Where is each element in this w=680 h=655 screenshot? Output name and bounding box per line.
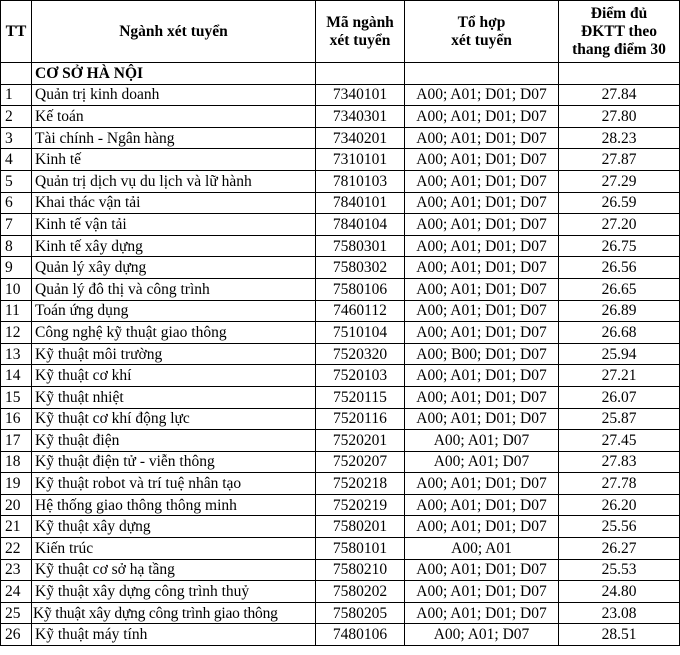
admission-score: 27.83 xyxy=(559,451,680,473)
table-row xyxy=(1,451,680,473)
admission-score: 27.78 xyxy=(559,473,680,495)
major-name: Kỹ thuật xây dựng xyxy=(32,516,316,538)
table-row xyxy=(1,300,680,322)
row-number: 23 xyxy=(1,559,32,581)
major-name: Kỹ thuật xây dựng công trình thuỷ xyxy=(32,581,316,603)
admission-score: 26.68 xyxy=(559,322,680,344)
row-number: 14 xyxy=(1,365,32,387)
admission-score: 28.51 xyxy=(559,624,680,646)
section-empty-cell xyxy=(405,63,559,85)
subject-combination: A00; A01; D01; D07 xyxy=(405,602,559,624)
major-code: 7840104 xyxy=(316,214,405,236)
admission-score: 26.89 xyxy=(559,300,680,322)
admission-score: 26.07 xyxy=(559,386,680,408)
major-code: 7580210 xyxy=(316,559,405,581)
major-code: 7580301 xyxy=(316,235,405,257)
row-number: 21 xyxy=(1,516,32,538)
header-code: Mã ngành xét tuyển xyxy=(316,1,405,63)
row-number: 5 xyxy=(1,170,32,192)
row-number: 1 xyxy=(1,84,32,106)
major-name: Kinh tế xây dựng xyxy=(32,235,316,257)
major-name: Kỹ thuật robot và trí tuệ nhân tạo xyxy=(32,473,316,495)
major-name: Kỹ thuật môi trường xyxy=(32,343,316,365)
subject-combination: A00; A01; D01; D07 xyxy=(405,300,559,322)
table-row xyxy=(1,84,680,106)
subject-combination: A00; A01; D01; D07 xyxy=(405,278,559,300)
major-name: Kỹ thuật nhiệt xyxy=(32,386,316,408)
major-code: 7480106 xyxy=(316,624,405,646)
section-title: CƠ SỞ HÀ NỘI xyxy=(32,63,316,85)
row-number: 24 xyxy=(1,581,32,603)
admission-score: 28.23 xyxy=(559,127,680,149)
subject-combination: A00; A01; D01; D07 xyxy=(405,149,559,171)
table-row xyxy=(1,192,680,214)
subject-combination: A00; A01; D07 xyxy=(405,624,559,646)
major-code: 7520219 xyxy=(316,494,405,516)
subject-combination: A00; A01; D01; D07 xyxy=(405,516,559,538)
admission-score: 27.21 xyxy=(559,365,680,387)
table-row xyxy=(1,278,680,300)
header-combo: Tổ hợp xét tuyển xyxy=(405,1,559,63)
major-code: 7810103 xyxy=(316,170,405,192)
header-major: Ngành xét tuyển xyxy=(32,1,316,63)
row-number: 12 xyxy=(1,322,32,344)
major-name: Kinh tế xyxy=(32,149,316,171)
major-code: 7520116 xyxy=(316,408,405,430)
row-number: 10 xyxy=(1,278,32,300)
admission-score: 24.80 xyxy=(559,581,680,603)
row-number: 15 xyxy=(1,386,32,408)
major-name: Kỹ thuật cơ khí xyxy=(32,365,316,387)
major-code: 7580201 xyxy=(316,516,405,538)
row-number: 18 xyxy=(1,451,32,473)
major-code: 7520103 xyxy=(316,365,405,387)
admission-score: 26.20 xyxy=(559,494,680,516)
row-number: 20 xyxy=(1,494,32,516)
subject-combination: A00; A01; D01; D07 xyxy=(405,365,559,387)
major-code: 7520201 xyxy=(316,430,405,452)
subject-combination: A00; A01; D01; D07 xyxy=(405,473,559,495)
subject-combination: A00; A01; D07 xyxy=(405,430,559,452)
major-code: 7510104 xyxy=(316,322,405,344)
row-number: 26 xyxy=(1,624,32,646)
major-name: Kiến trúc xyxy=(32,538,316,560)
row-number: 8 xyxy=(1,235,32,257)
row-number: 17 xyxy=(1,430,32,452)
header-tt: TT xyxy=(1,1,32,63)
row-number: 9 xyxy=(1,257,32,279)
major-code: 7580302 xyxy=(316,257,405,279)
major-code: 7340301 xyxy=(316,106,405,128)
admission-score: 27.80 xyxy=(559,106,680,128)
subject-combination: A00; A01; D01; D07 xyxy=(405,214,559,236)
table-row xyxy=(1,322,680,344)
major-code: 7460112 xyxy=(316,300,405,322)
major-name: Quản trị dịch vụ du lịch và lữ hành xyxy=(32,170,316,192)
major-code: 7340201 xyxy=(316,127,405,149)
table-row xyxy=(1,170,680,192)
table-row xyxy=(1,473,680,495)
major-name: Quản trị kinh doanh xyxy=(32,84,316,106)
major-name: Toán ứng dụng xyxy=(32,300,316,322)
admission-score: 25.94 xyxy=(559,343,680,365)
table-row xyxy=(1,343,680,365)
row-number: 6 xyxy=(1,192,32,214)
table-row xyxy=(1,430,680,452)
table-row xyxy=(1,516,680,538)
table-row xyxy=(1,235,680,257)
major-name: Kỹ thuật cơ khí động lực xyxy=(32,408,316,430)
subject-combination: A00; B00; D01; D07 xyxy=(405,343,559,365)
table-row xyxy=(1,602,680,624)
table-row xyxy=(1,127,680,149)
table-row xyxy=(1,214,680,236)
section-empty-cell xyxy=(316,63,405,85)
major-name: Công nghệ kỹ thuật giao thông xyxy=(32,322,316,344)
header-score: Điểm đủ ĐKTT theo thang điểm 30 xyxy=(559,1,680,63)
major-name: Kỹ thuật điện xyxy=(32,430,316,452)
row-number: 19 xyxy=(1,473,32,495)
subject-combination: A00; A01; D01; D07 xyxy=(405,322,559,344)
row-number: 7 xyxy=(1,214,32,236)
subject-combination: A00; A01; D01; D07 xyxy=(405,494,559,516)
admission-score: 25.53 xyxy=(559,559,680,581)
subject-combination: A00; A01; D01; D07 xyxy=(405,84,559,106)
major-name: Kinh tế vận tải xyxy=(32,214,316,236)
row-number: 25 xyxy=(1,602,32,624)
admission-score: 26.59 xyxy=(559,192,680,214)
admission-score: 27.84 xyxy=(559,84,680,106)
major-name: Quản lý đô thị và công trình xyxy=(32,278,316,300)
major-code: 7340101 xyxy=(316,84,405,106)
table-row xyxy=(1,149,680,171)
major-name: Kỹ thuật máy tính xyxy=(32,624,316,646)
major-code: 7520115 xyxy=(316,386,405,408)
table-row xyxy=(1,624,680,646)
admission-score: 27.29 xyxy=(559,170,680,192)
subject-combination: A00; A01; D01; D07 xyxy=(405,192,559,214)
admission-score: 26.75 xyxy=(559,235,680,257)
section-tt-cell xyxy=(1,63,32,85)
subject-combination: A00; A01; D01; D07 xyxy=(405,257,559,279)
major-name: Tài chính - Ngân hàng xyxy=(32,127,316,149)
table-row xyxy=(1,581,680,603)
admission-score: 26.27 xyxy=(559,538,680,560)
row-number: 2 xyxy=(1,106,32,128)
header-row xyxy=(1,1,680,63)
row-number: 4 xyxy=(1,149,32,171)
subject-combination: A00; A01; D01; D07 xyxy=(405,106,559,128)
major-name: Kỹ thuật cơ sở hạ tầng xyxy=(32,559,316,581)
section-row xyxy=(1,63,680,85)
major-code: 7580205 xyxy=(316,602,405,624)
admission-score: 27.20 xyxy=(559,214,680,236)
major-code: 7520207 xyxy=(316,451,405,473)
table-row xyxy=(1,106,680,128)
major-name: Kế toán xyxy=(32,106,316,128)
admission-score: 27.87 xyxy=(559,149,680,171)
major-code: 7520218 xyxy=(316,473,405,495)
row-number: 16 xyxy=(1,408,32,430)
subject-combination: A00; A01; D07 xyxy=(405,451,559,473)
admission-score: 23.08 xyxy=(559,602,680,624)
subject-combination: A00; A01; D01; D07 xyxy=(405,235,559,257)
subject-combination: A00; A01; D01; D07 xyxy=(405,386,559,408)
table-row xyxy=(1,494,680,516)
admission-score: 27.45 xyxy=(559,430,680,452)
subject-combination: A00; A01; D01; D07 xyxy=(405,127,559,149)
table-row xyxy=(1,257,680,279)
subject-combination: A00; A01 xyxy=(405,538,559,560)
table-row xyxy=(1,386,680,408)
subject-combination: A00; A01; D01; D07 xyxy=(405,581,559,603)
row-number: 13 xyxy=(1,343,32,365)
table-row xyxy=(1,559,680,581)
major-code: 7580106 xyxy=(316,278,405,300)
row-number: 22 xyxy=(1,538,32,560)
subject-combination: A00; A01; D01; D07 xyxy=(405,559,559,581)
row-number: 3 xyxy=(1,127,32,149)
table-row xyxy=(1,408,680,430)
major-name: Hệ thống giao thông thông minh xyxy=(32,494,316,516)
subject-combination: A00; A01; D01; D07 xyxy=(405,408,559,430)
admission-score: 25.56 xyxy=(559,516,680,538)
major-name: Kỹ thuật xây dựng công trình giao thông xyxy=(32,602,316,624)
admission-score: 26.56 xyxy=(559,257,680,279)
row-number: 11 xyxy=(1,300,32,322)
section-empty-cell xyxy=(559,63,680,85)
major-code: 7580202 xyxy=(316,581,405,603)
major-name: Quản lý xây dựng xyxy=(32,257,316,279)
major-name: Kỹ thuật điện tử - viễn thông xyxy=(32,451,316,473)
major-code: 7840101 xyxy=(316,192,405,214)
subject-combination: A00; A01; D01; D07 xyxy=(405,170,559,192)
major-code: 7580101 xyxy=(316,538,405,560)
major-code: 7310101 xyxy=(316,149,405,171)
table-row xyxy=(1,365,680,387)
admission-score: 26.65 xyxy=(559,278,680,300)
table-row xyxy=(1,538,680,560)
major-name: Khai thác vận tải xyxy=(32,192,316,214)
admission-score: 25.87 xyxy=(559,408,680,430)
major-code: 7520320 xyxy=(316,343,405,365)
